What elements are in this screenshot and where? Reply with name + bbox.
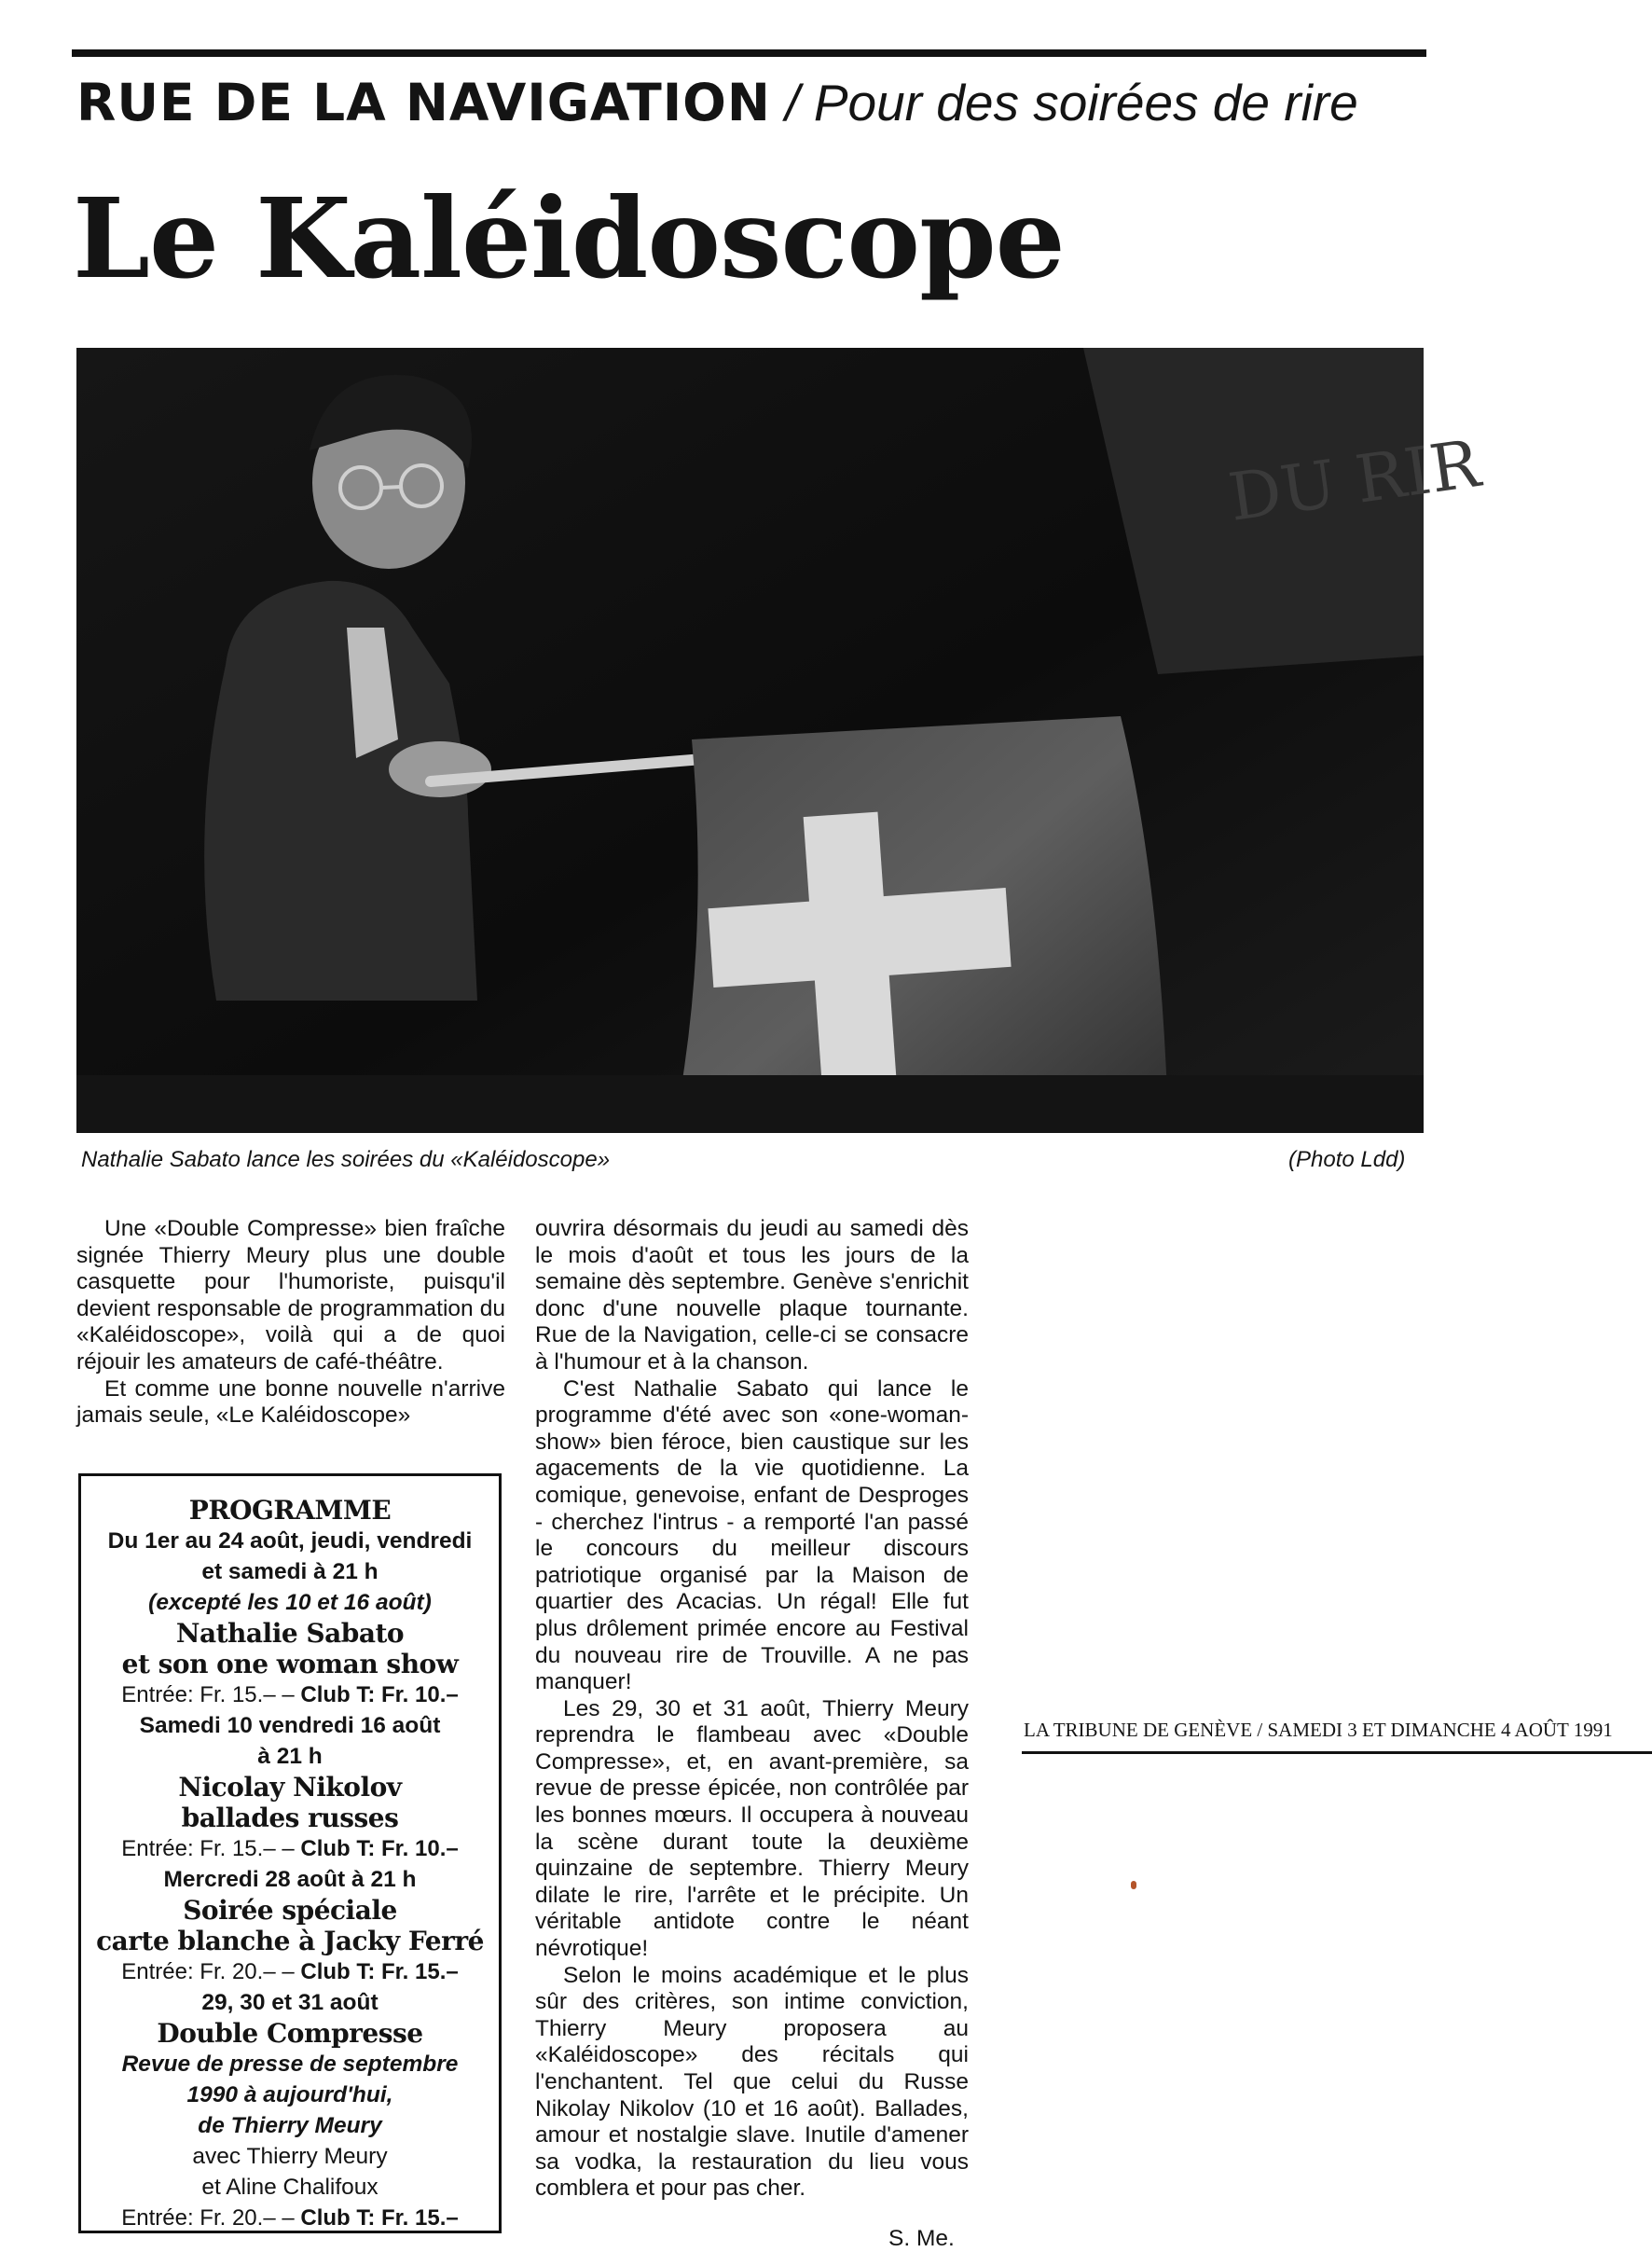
event-prices: [89, 1956, 491, 1987]
event-date: et samedi à 21 h: [201, 1559, 379, 1584]
kicker-subtitle: Pour des soirées de rire: [813, 74, 1358, 131]
entry-price: Entrée: Fr. 15.–: [121, 1836, 276, 1861]
event-date: 29, 30 et 31 août: [201, 1990, 379, 2015]
event-title: Double Compresse: [157, 2018, 423, 2049]
paragraph: C'est Nathalie Sabato qui lance le programme d'été avec son «one-woman-show» bien féroce, bien caustique sur les agacements de la vie quotidienne. La comique, genevoise, enfant de Desproges - cherchez l'intrus - a remporté l'an passé le concours du meilleur discours patriotique organisé par la Maison de quartier des Acacias. Un régal! Elle fut plus drôlement primée encore au Festival du nouveau rire de Trouville. A ne pas manquer!: [535, 1375, 969, 1695]
event-date: à 21 h: [257, 1744, 323, 1769]
photo-credit: (Photo Ldd): [1288, 1147, 1406, 1172]
club-price: Club T: Fr. 10.–: [300, 1682, 459, 1707]
event-description: de Thierry Meury: [198, 2113, 382, 2138]
event-description: Revue de presse de septembre: [121, 2052, 459, 2077]
event-artist: Nathalie Sabato: [175, 1618, 405, 1649]
event-cast: et Aline Chalifoux: [201, 2175, 379, 2200]
event-prices: [89, 2203, 491, 2233]
paragraph: ouvrira désormais du jeudi au samedi dès le mois d'août et tous les jours de la semaine dès septembre. Genève s'enrichit donc d'une nouvelle plaque tournante. Rue de la Navigation, celle-ci se consacre à l'humour et à la chanson.: [535, 1216, 969, 1375]
price-separator: –: [275, 1836, 301, 1861]
paragraph: Les 29, 30 et 31 août, Thierry Meury reprendra le flambeau avec «Double Compresse», et, en avant-première, sa revue de presse épicée, non contrôlée par les bonnes mœurs. Il occupera à nouveau la scène durant toute la deuxième quinzaine de septembre. Thierry Meury dilate le rire, l'arrête et le précipite. Un véritable antidote contre le néant névrotique!: [535, 1695, 969, 1962]
programme-box: [78, 1473, 502, 2233]
source-rule: [1022, 1751, 1652, 1754]
headline: Le Kaléidoscope: [73, 173, 1065, 303]
event-description: 1990 à aujourd'hui,: [186, 2082, 393, 2107]
backdrop-text: DU RIR: [1223, 424, 1485, 536]
event-show: et son one woman show: [121, 1649, 459, 1679]
entry-price: Entrée: Fr. 15.–: [121, 1682, 276, 1707]
event-title: carte blanche à Jacky Ferré: [96, 1926, 484, 1956]
kicker: [76, 75, 1400, 131]
photo-caption: Nathalie Sabato lance les soirées du «Kaléidoscope»: [81, 1147, 611, 1172]
photo-illustration: [76, 348, 1485, 1133]
paragraph: Selon le moins académique et le plus sûr des critères, son intime conviction, Thierry Meury proposera au «Kaléidoscope» des récitals qui l'enchantent. Tel que celui du Russe Nikolay Nikolov (10 et 16 août). Ballades, amour et nostalgie slave. Inutile d'amener sa vodka, la restauration du lieu vous comblera et pour pas cher.: [535, 1962, 969, 2202]
kicker-separator: /: [770, 74, 814, 131]
kicker-section: RUE DE LA NAVIGATION: [76, 73, 771, 132]
event-date: Samedi 10 vendredi 16 août: [139, 1713, 441, 1738]
entry-price: Entrée: Fr. 20.–: [121, 2205, 276, 2231]
publication-source: LA TRIBUNE DE GENÈVE / SAMEDI 3 ET DIMANCHE 4 AOÛT 1991: [1024, 1719, 1613, 1741]
paragraph: Et comme une bonne nouvelle n'arrive jamais seule, «Le Kaléidoscope»: [76, 1375, 505, 1429]
event-title: Soirée spéciale: [183, 1895, 397, 1926]
event-exception: (excepté les 10 et 16 août): [148, 1590, 432, 1615]
event-artist: Nicolay Nikolov: [178, 1772, 402, 1803]
event-date: Mercredi 28 août à 21 h: [163, 1867, 417, 1892]
entry-price: Entrée: Fr. 20.–: [121, 1959, 276, 1984]
article-column-2: [535, 1216, 969, 2203]
price-separator: –: [275, 2205, 301, 2231]
event-cast: avec Thierry Meury: [192, 2144, 388, 2169]
event-prices: [89, 1833, 491, 1864]
event-show: ballades russes: [181, 1803, 399, 1833]
article-photo: [76, 348, 1485, 1133]
club-price: Club T: Fr. 15.–: [300, 2205, 459, 2231]
author-signature: S. Me.: [888, 2226, 955, 2251]
programme-title: PROGRAMME: [188, 1495, 392, 1526]
price-separator: –: [275, 1959, 301, 1984]
event-date: Du 1er au 24 août, jeudi, vendredi: [107, 1528, 473, 1554]
top-rule: [72, 49, 1426, 57]
paragraph: Une «Double Compresse» bien fraîche signée Thierry Meury plus une double casquette pour l'humoriste, puisqu'il devient responsable de programmation du «Kaléidoscope», voilà qui a de quoi réjouir les amateurs de café-théâtre.: [76, 1216, 505, 1375]
article-column-1: [76, 1216, 505, 1430]
paper-speck: [1131, 1881, 1136, 1889]
price-separator: –: [275, 1682, 301, 1707]
event-prices: [89, 1679, 491, 1710]
club-price: Club T: Fr. 15.–: [300, 1959, 459, 1984]
club-price: Club T: Fr. 10.–: [300, 1836, 459, 1861]
